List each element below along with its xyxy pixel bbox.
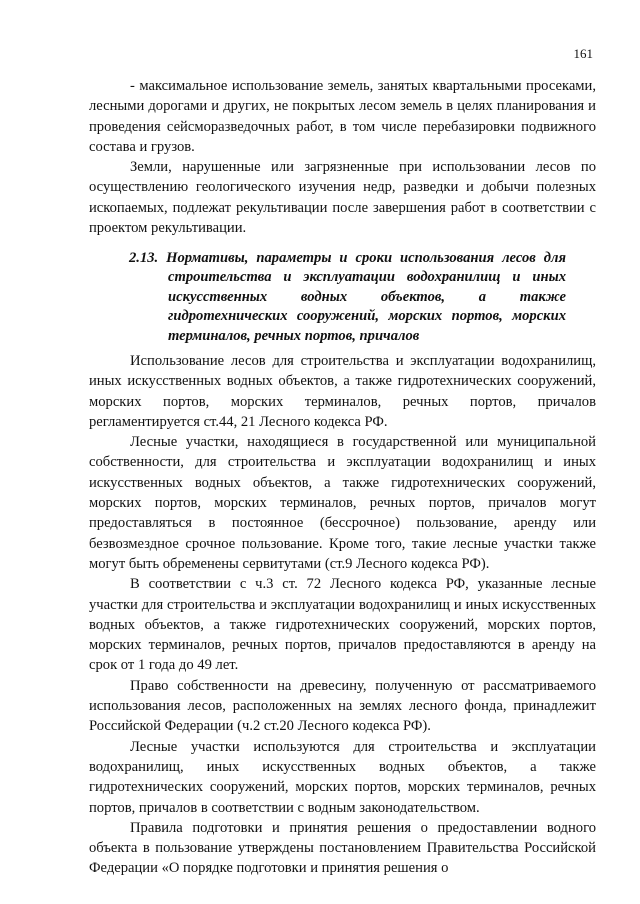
paragraph: Право собственности на древесину, полученную от рассматриваемого использования лесов, расположенных на землях лесного фонда, принадлежит Российской Федерации (ч.2 ст.20 Лесного кодекса РФ). (89, 677, 596, 735)
paragraph: - максимальное использование земель, занятых квартальными просеками, лесными дорогами и других, не покрытых лесом земель в целях планирования и проведения сейсморазведочных работ, в том числе перебазировки подвижного состава и грузов. (89, 78, 596, 155)
page-number: 161 (573, 46, 593, 61)
paragraph: Использование лесов для строительства и эксплуатации водохранилищ, иных искусственных водных объектов, а также гидротехнических сооружений, морских портов, морских терминалов, речных портов, причалов регламентируется ст.44, 21 Лесного кодекса РФ. (89, 353, 596, 430)
paragraph: В соответствии с ч.3 ст. 72 Лесного кодекса РФ, указанные лесные участки для строительства и эксплуатации водохранилищ и иных искусственных водных объектов, а также гидротехнических сооружений, морских портов, морских терминалов, речных портов, причалов предоставляются в аренду на срок от 1 года до 49 лет. (89, 576, 596, 674)
main-text-block (89, 351, 596, 879)
paragraph: Земли, нарушенные или загрязненные при использовании лесов по осуществлению геологического изучения недр, разведки и добычи полезных ископаемых, подлежат рекультивации после завершения работ в соответствии с проектом рекультивации. (89, 159, 596, 237)
paragraph: Правила подготовки и принятия решения о предоставлении водного объекта в пользование утверждены постановлением Правительства Российской Федерации «О порядке подготовки и принятия решения о (89, 819, 596, 877)
paragraph: Лесные участки используются для строительства и эксплуатации водохранилищ, иных искусственных водных объектов, а также гидротехнических сооружений, морских портов, морских терминалов, речных портов, причалов в соответствии с водным законодательством. (89, 738, 596, 816)
section-heading: 2.13. Нормативы, параметры и сроки использования лесов для строительства и эксплуатации водохранилищ и иных искусственных водных объектов, а также гидротехнических сооружений, морских портов, морских терминалов, речных портов, причалов (129, 250, 566, 344)
paragraph: Лесные участки, находящиеся в государственной или муниципальной собственности, для строительства и эксплуатации водохранилищ и иных искусственных водных объектов, а также гидротехнических сооружений, морских портов, морских терминалов, речных портов, причалов могут предоставляться в постоянное (бессрочное) пользование, аренду или безвозмездное срочное пользование. Кроме того, такие лесные участки также могут быть обременены сервитутами (ст.9 Лесного кодекса РФ). (89, 434, 596, 572)
top-text-block (89, 76, 596, 238)
